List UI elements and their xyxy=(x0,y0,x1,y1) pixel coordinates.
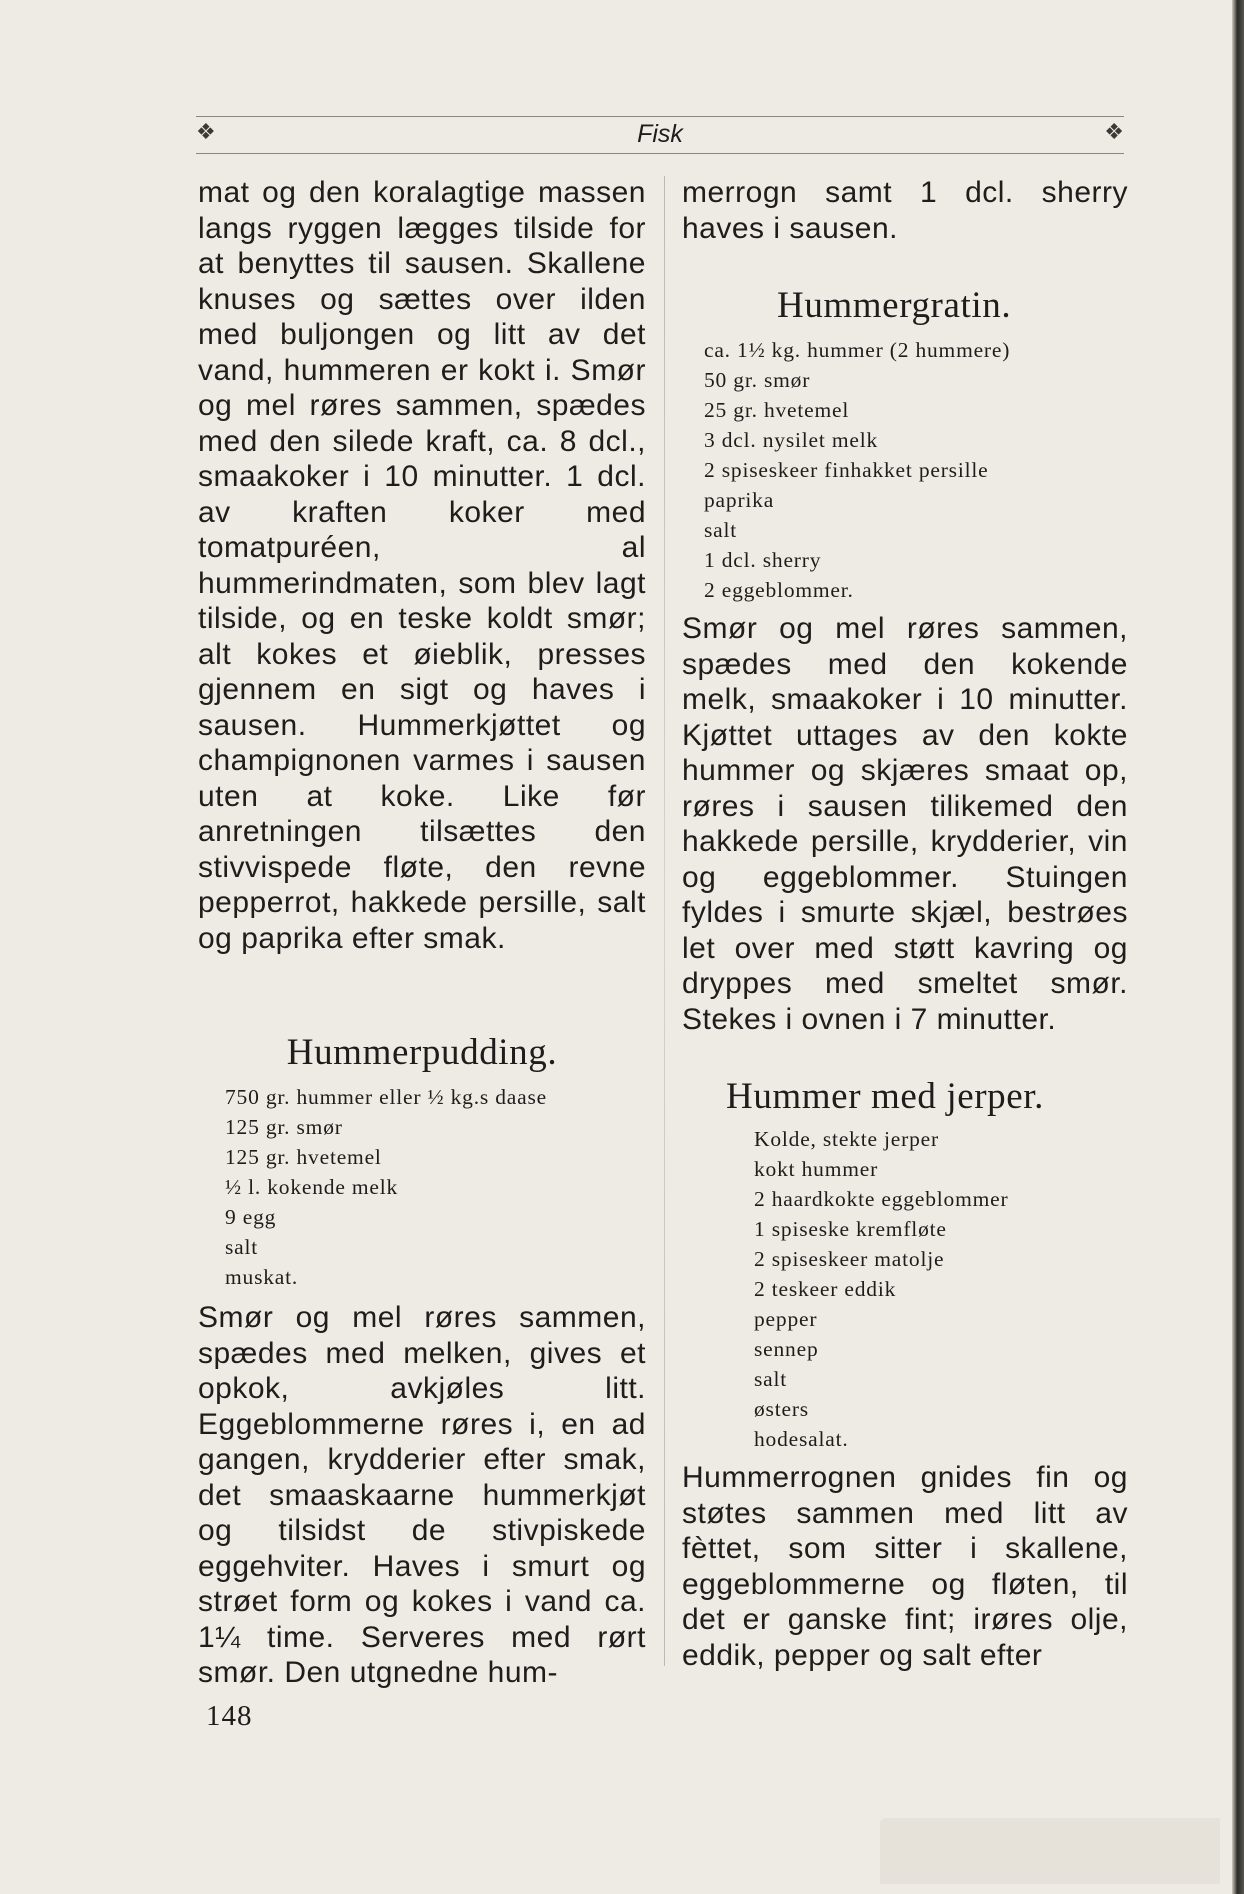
ingredient-item: ca. 1½ kg. hummer (2 hummere) xyxy=(704,338,1011,362)
recipe-title-hummerpudding: Hummerpudding. xyxy=(286,1032,558,1073)
left-method xyxy=(198,1300,646,1691)
left-intro xyxy=(198,175,646,997)
right-column xyxy=(682,175,1128,1673)
paper-mark xyxy=(880,1818,1220,1884)
ingredient-item: 3 dcl. nysilet melk xyxy=(704,428,879,452)
ingredient-item: 25 gr. hvetemel xyxy=(704,398,850,422)
recipe-title-hummer-med-jerper: Hummer med jerper. xyxy=(726,1076,1045,1117)
ingredient-item: 1 spiseske kremfløte xyxy=(754,1217,947,1241)
column-divider xyxy=(664,176,665,1666)
recipe-title-hummergratin: Hummergratin. xyxy=(777,285,1012,326)
ingredient-item: kokt hummer xyxy=(754,1157,879,1181)
ingredient-item: 50 gr. smør xyxy=(704,368,811,392)
right-continuation xyxy=(682,175,1128,246)
ingredient-item: 125 gr. hvetemel xyxy=(225,1145,382,1169)
ingredient-item: 2 spiseskeer matolje xyxy=(754,1247,945,1271)
right-method-gratin xyxy=(682,611,1128,1037)
left-column xyxy=(198,175,646,1691)
ingredient-item: østers xyxy=(754,1397,809,1421)
ingredient-item: salt xyxy=(225,1235,259,1259)
ingredient-item: 9 egg xyxy=(225,1205,277,1229)
right-method-jerper xyxy=(682,1460,1128,1673)
ingredient-item: pepper xyxy=(754,1307,818,1331)
ornament-right-icon: ❖ xyxy=(1104,119,1124,144)
ingredient-item: 2 eggeblommer. xyxy=(704,578,854,602)
ingredient-list-hummergratin xyxy=(704,335,1128,605)
ingredient-item: 125 gr. smør xyxy=(225,1115,343,1139)
ornament-left-icon: ❖ xyxy=(196,119,216,144)
ingredient-item: 2 spiseskeer finhakket persille xyxy=(704,458,989,482)
ingredient-item: salt xyxy=(754,1367,788,1391)
book-edge xyxy=(1232,0,1244,1894)
ingredient-item: muskat. xyxy=(225,1265,299,1289)
ingredient-item: 2 haardkokte eggeblommer xyxy=(754,1187,1009,1211)
ingredient-item: 750 gr. hummer eller ½ kg.s daase xyxy=(225,1085,547,1109)
page-number: 148 xyxy=(206,1700,253,1732)
ingredient-item: hodesalat. xyxy=(754,1427,849,1451)
ingredient-item: Kolde, stekte jerper xyxy=(754,1127,939,1151)
paragraph: Smør og mel røres sammen, spædes med den kokende melk, smaakoker i 10 minutter. Kjøttet uttages av den kokte hummer og skjæres smaat op, røres i sausen tilikemed den hakkede persille, krydderier, vin og eggeblommer. Stuingen fyldes i smurte skjæl, bestrøes let over med støtt kavring og dryppes med smeltet smør. Stekes i ovnen i 7 minutter. xyxy=(682,612,1128,1036)
ingredient-item: ½ l. kokende melk xyxy=(225,1175,399,1199)
paragraph: merrogn samt 1 dcl. sherry haves i sausen. xyxy=(682,176,1128,245)
paragraph: Hummerrognen gnides fin og støtes sammen med litt av fèttet, som sitter i skallene, eggeblommerne og fløten, til det er ganske fint; irøres olje, eddik, pepper og salt efter xyxy=(682,1461,1128,1672)
section-title: Fisk xyxy=(637,120,683,148)
ingredient-item: 2 teskeer eddik xyxy=(754,1277,897,1301)
ingredient-list-hummer-med-jerper xyxy=(754,1124,1128,1454)
ingredient-item: sennep xyxy=(754,1337,819,1361)
ingredient-item: salt xyxy=(704,518,738,542)
ingredient-list-hummerpudding xyxy=(225,1082,646,1292)
running-header xyxy=(196,116,1124,154)
ingredient-item: paprika xyxy=(704,488,775,512)
paragraph: mat og den koralagtige massen langs ryggen lægges tilside for at benyttes til sausen. Skallene knuses og sættes over ilden med buljongen og litt av det vand, hummeren er kokt i. Smør og mel røres sammen, spædes med den silede kraft, ca. 8 dcl., smaakoker i 10 minutter. 1 dcl. av kraften koker med tomatpuréen, al hummerindmaten, som blev lagt tilside, og en teske koldt smør; alt kokes et øieblik, presses gjennem en sigt og haves i sausen. Hummerkjøttet og champignonen varmes i sausen uten at koke. Like før anretningen tilsættes den stivvispede fløte, den revne pepperrot, hakkede persille, salt og paprika efter smak. xyxy=(198,176,646,955)
ingredient-item: 1 dcl. sherry xyxy=(704,548,822,572)
paragraph: Smør og mel røres sammen, spædes med melken, gives et opkok, avkjøles litt. Eggeblommerne røres i, en ad gangen, krydderier efter smak, det smaaskaarne hummerkjøt og tilsidst de stivpiskede eggehviter. Haves i smurt og strøet form og kokes i vand ca. 1¼ time. Serveres med rørt smør. Den utgnedne hum- xyxy=(198,1301,646,1689)
